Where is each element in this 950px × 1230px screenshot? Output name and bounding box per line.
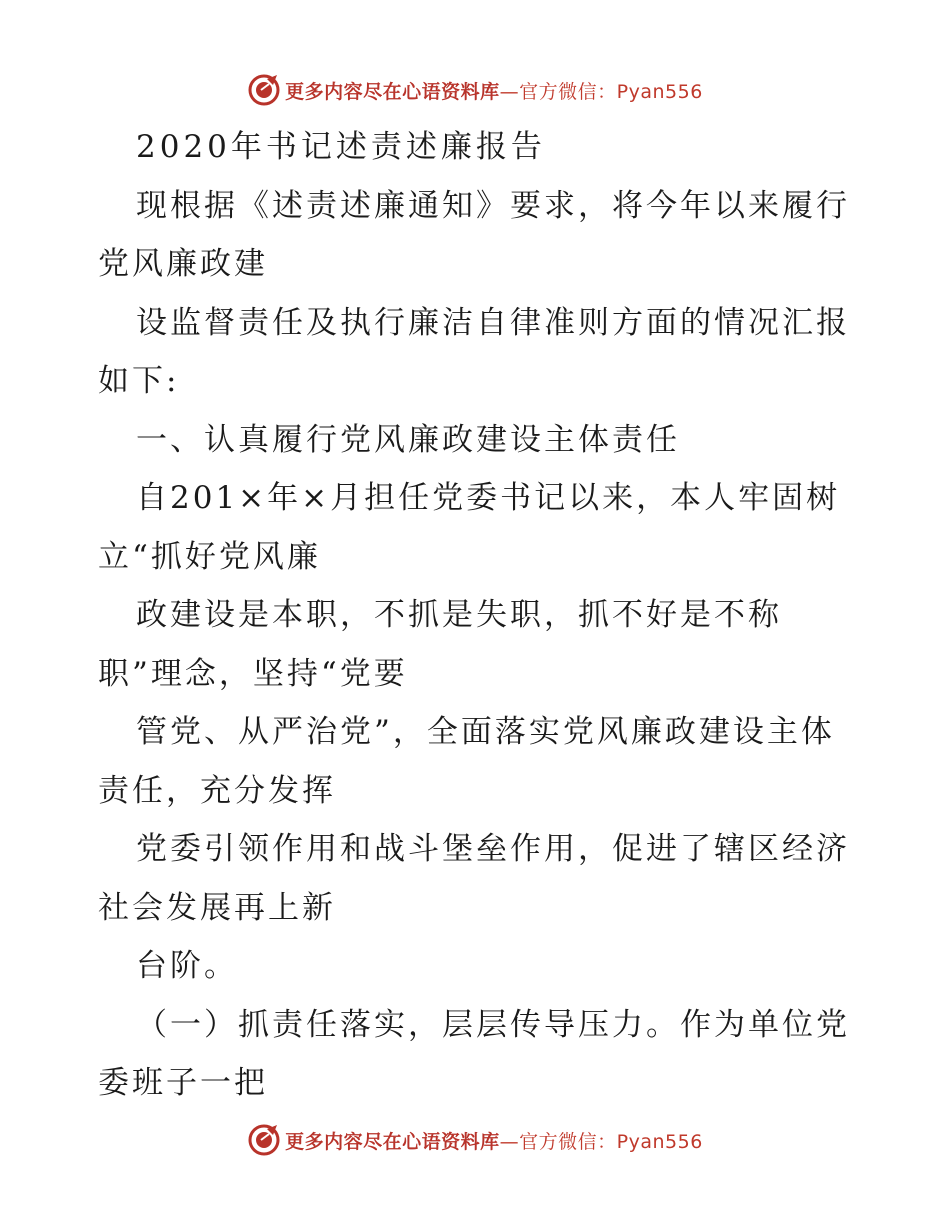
paragraph-line: 责任，充分发挥 bbox=[98, 772, 336, 809]
paragraph-line: 社会发展再上新 bbox=[98, 889, 336, 926]
footer-banner bbox=[0, 1118, 950, 1162]
section-heading: 一、认真履行党风廉政建设主体责任 bbox=[136, 421, 680, 458]
banner-brand: 更多内容尽在心语资料库 bbox=[285, 1130, 500, 1153]
paragraph-line: 党委引领作用和战斗堡垒作用，促进了辖区经济 bbox=[136, 831, 850, 867]
paragraph-line: 委班子一把 bbox=[98, 1065, 268, 1101]
paragraph-line: 政建设是本职，不抓是失职，抓不好是不称 bbox=[136, 597, 782, 633]
paragraph-line: 立“抓好党风廉 bbox=[98, 538, 321, 575]
banner-brand: 更多内容尽在心语资料库 bbox=[285, 80, 500, 103]
document-body bbox=[98, 118, 858, 1113]
paragraph-line: 自201×年×月担任党委书记以来，本人牢固树 bbox=[136, 480, 841, 516]
document-title: 2020年书记述责述廉报告 bbox=[136, 129, 546, 165]
paragraph-line: 台阶。 bbox=[136, 948, 238, 984]
banner-contact: —官方微信：Pyan556 bbox=[499, 80, 703, 103]
paragraph-line: 党风廉政建 bbox=[98, 246, 268, 282]
banner-contact: —官方微信：Pyan556 bbox=[499, 1130, 703, 1153]
paragraph-line: 职”理念，坚持“党要 bbox=[98, 655, 408, 692]
paragraph-line: 设监督责任及执行廉洁自律准则方面的情况汇报 bbox=[136, 304, 850, 341]
paragraph-line: 如下: bbox=[98, 363, 180, 399]
subsection-heading: （一）抓责任落实，层层传导压力。作为单位党 bbox=[136, 1006, 850, 1043]
paragraph-line: 现根据《述责述廉通知》要求，将今年以来履行 bbox=[136, 187, 850, 224]
pen-logo-icon bbox=[247, 73, 281, 107]
pen-logo-icon bbox=[247, 1123, 281, 1157]
paragraph-line: 管党、从严治党”，全面落实党风廉政建设主体 bbox=[136, 714, 835, 750]
header-banner bbox=[0, 68, 950, 112]
